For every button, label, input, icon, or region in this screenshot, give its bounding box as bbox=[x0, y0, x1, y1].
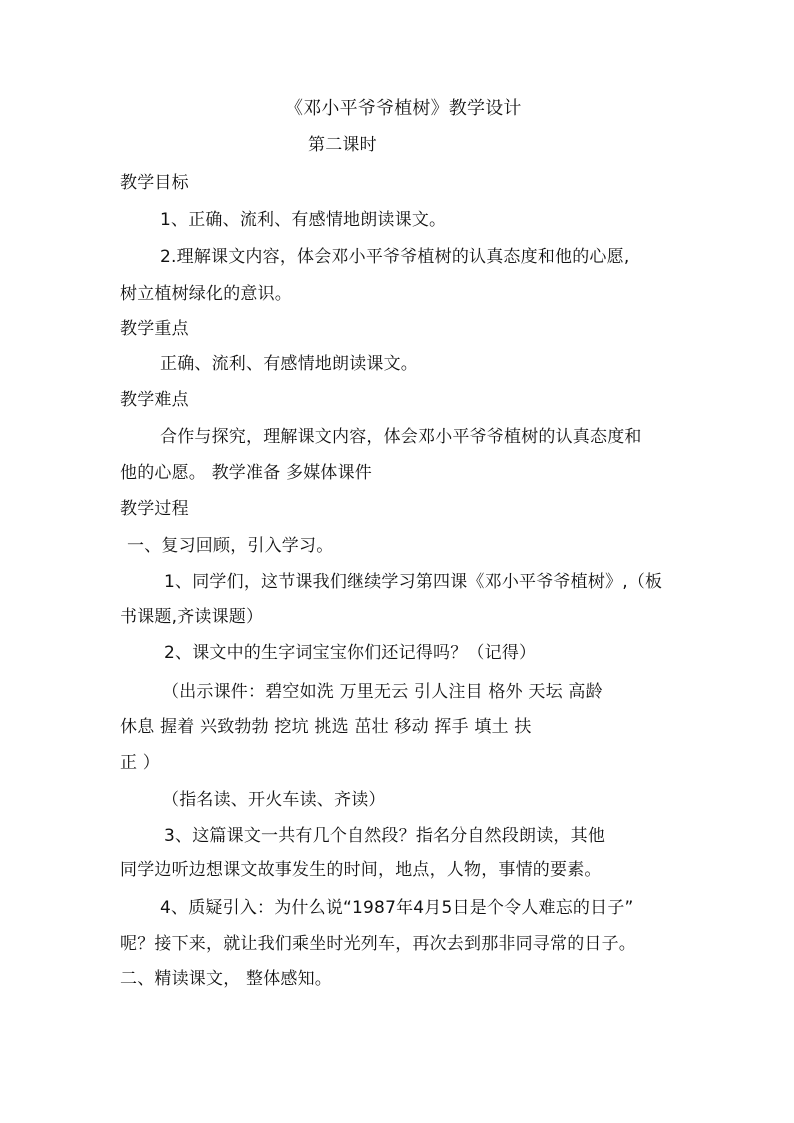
process-step-1-heading: 一、复习回顾，引入学习。 bbox=[127, 536, 334, 556]
goal-line-2: 2.理解课文内容，体会邓小平爷爷植树的认真态度和他的心愿, bbox=[160, 247, 630, 267]
process-line-3-cont: 同学边听边想课文故事发生的时间，地点，人物，事情的要素。 bbox=[120, 860, 602, 880]
section-heading-key-points: 教学重点 bbox=[120, 319, 189, 339]
process-line-1-cont: 书课题,齐读课题） bbox=[120, 607, 264, 627]
document-title: 《邓小平爷爷植树》教学设计 bbox=[285, 98, 522, 119]
difficulty-line-2: 他的心愿。 教学准备 多媒体课件 bbox=[120, 463, 373, 483]
section-heading-process: 教学过程 bbox=[120, 499, 189, 519]
key-point-line: 正确、流利、有感情地朗读课文。 bbox=[160, 354, 418, 374]
vocab-line-2: 休息 握着 兴致勃勃 挖坑 挑选 茁壮 移动 挥手 填土 扶 bbox=[120, 717, 532, 737]
process-line-1: 1、同学们，这节课我们继续学习第四课《邓小平爷爷植树》,（板 bbox=[164, 572, 663, 592]
vocab-line-3: 正 ） bbox=[120, 753, 161, 773]
reading-instruction: （指名读、开火车读、齐读） bbox=[162, 790, 386, 810]
goal-line-1: 1、正确、流利、有感情地朗读课文。 bbox=[160, 210, 447, 230]
process-line-4: 4、质疑引入：为什么说“1987年4月5日是个令人难忘的日子” bbox=[160, 898, 634, 918]
process-step-2-heading: 二、精读课文， 整体感知。 bbox=[120, 969, 333, 989]
process-line-2: 2、课文中的生字词宝宝你们还记得吗？（记得） bbox=[164, 643, 537, 663]
section-heading-difficulties: 教学难点 bbox=[120, 390, 189, 410]
vocab-line-1: （出示课件：碧空如洗 万里无云 引人注目 格外 天坛 高龄 bbox=[162, 682, 603, 702]
process-line-3: 3、这篇课文一共有几个自然段？指名分自然段朗读，其他 bbox=[164, 826, 606, 846]
section-heading-goals: 教学目标 bbox=[120, 173, 189, 193]
document-subtitle: 第二课时 bbox=[308, 135, 377, 155]
difficulty-line-1: 合作与探究，理解课文内容，体会邓小平爷爷植树的认真态度和 bbox=[160, 427, 642, 447]
goal-line-2-cont: 树立植树绿化的意识。 bbox=[120, 284, 292, 304]
process-line-4-cont: 呢？接下来，就让我们乘坐时光列车，再次去到那非同寻常的日子。 bbox=[120, 934, 636, 954]
